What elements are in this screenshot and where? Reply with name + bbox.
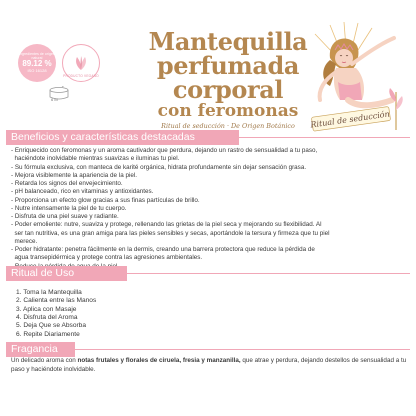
ritual-step: 3. Aplica con Masaje: [16, 305, 77, 313]
benefit-item: - Poder emoliente: nutre, suaviza y protege, rellenando las grietas de la piel seca y mejorando su flexibilidad. Al: [11, 221, 322, 229]
benefit-item: - pH balanceado, rico en vitaminas y antioxidantes.: [11, 188, 154, 196]
benefit-item: - Poder hidratante: penetra fácilmente en la dermis, creando una barrera protectora que reduce la pérdida de: [11, 246, 315, 253]
fragrance-text-intro: Un delicado aroma con: [11, 357, 78, 364]
benefit-item: ser tan nutritiva, es una gran amiga para las pieles sensibles y secas, aportándole la tersura y firmeza que tu piel: [11, 229, 330, 237]
benefit-item: merece.: [11, 237, 38, 245]
woman-illustration: [300, 20, 416, 134]
benefit-item: - Disfruta de una piel suave y radiante.: [11, 213, 119, 220]
fragrance-notes: notas frutales y florales de ciruela, fresia y manzanilla,: [77, 357, 241, 364]
benefits-heading: Beneficios y características destacadas: [6, 130, 239, 145]
benefit-item: - Mejora visiblemente la apariencia de la piel.: [11, 171, 138, 179]
benefit-item: - Retarda los signos del envejecimiento.: [11, 180, 123, 187]
ritual-step: 6. Repite Diariamente: [16, 330, 80, 338]
ritual-divider: [127, 273, 410, 274]
benefit-item: agua transepidérmica y protege contra las agresiones ambientales.: [11, 254, 203, 262]
title-line-2: perfumada: [156, 51, 300, 80]
jar-icon: [46, 86, 72, 102]
ritual-step: 4. Disfruta del Aroma: [16, 314, 78, 322]
benefit-item: - Su fórmula exclusiva, con manteca de karité orgánica, hidrata profundamente sin dejar sensación grasa.: [11, 163, 307, 171]
benefit-item: - Enriquecido con feromonas y un aroma cautivador que perdura, dejando un rastro de sensualidad a tu paso,: [11, 147, 318, 154]
leaf-icon: [72, 54, 90, 72]
ritual-heading: Ritual de Uso: [6, 266, 127, 281]
benefit-item: - Proporciona un efecto glow gracias a sus finas partículas de brillo.: [11, 196, 200, 204]
fragrance-description: [11, 357, 407, 374]
title-line-3: corporal: [172, 75, 284, 104]
product-title: [140, 27, 316, 130]
ritual-step: 2. Calienta entre las Manos: [16, 297, 97, 305]
title-subtitle: Ritual de seducción · De Origen Botánico: [161, 122, 295, 130]
natural-origin-badge: [18, 44, 56, 82]
benefits-list: [11, 147, 411, 271]
benefit-item: - Nutre intensamente la piel de tu cuerpo.: [11, 204, 127, 212]
fragrance-text-outro: que atrae y perdura, dejando destellos de sensualidad a tu paso y haciéndote inolvidable.: [11, 357, 407, 373]
title-line-1: Mantequilla: [148, 27, 308, 56]
illustration-banner-text: Ritual de seducción: [309, 109, 391, 130]
ritual-list: [16, 289, 416, 339]
ritual-step: 5. Deja Que se Absorba: [16, 322, 87, 330]
shelf-life-label: 6 M: [51, 97, 58, 102]
iso-label: ISO 16128: [27, 67, 47, 73]
title-line-4: con feromonas: [157, 101, 299, 121]
vegan-badge: [62, 44, 100, 82]
fragrance-divider: [75, 349, 410, 350]
fragrance-heading: Fragancia: [6, 342, 75, 357]
vegan-badge-text: PRODUCTO VEGANO: [63, 74, 99, 78]
benefits-divider: [239, 137, 410, 138]
benefit-item: haciéndote inolvidable mientras suavizas e iluminas tu piel.: [11, 155, 180, 163]
natural-origin-label: Ingredientes de origen natural: [19, 52, 55, 60]
ritual-step: 1. Toma la Mantequilla: [16, 289, 82, 296]
natural-origin-percent: 89.12 %: [22, 59, 52, 69]
